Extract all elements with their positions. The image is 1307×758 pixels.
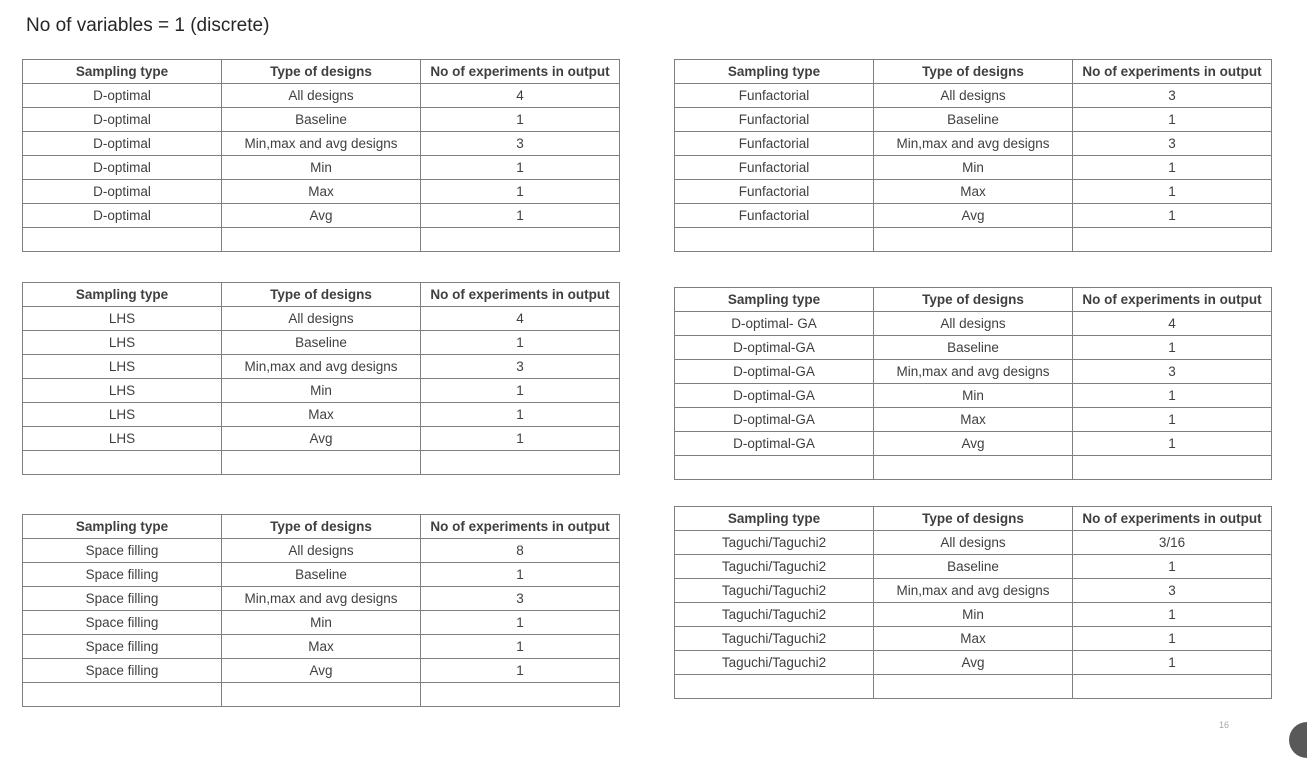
column-header: No of experiments in output — [421, 515, 620, 539]
table-cell: Taguchi/Taguchi2 — [675, 579, 874, 603]
table-row — [675, 555, 1272, 579]
table-row — [23, 563, 620, 587]
table-cell — [675, 456, 874, 480]
column-header: No of experiments in output — [421, 60, 620, 84]
table-cell: Min — [874, 156, 1073, 180]
table-cell: 1 — [1073, 627, 1272, 651]
table-row — [23, 451, 620, 475]
table-cell: 3 — [1073, 360, 1272, 384]
table-row — [675, 84, 1272, 108]
table-funfactorial — [674, 59, 1272, 252]
table-cell: 1 — [421, 180, 620, 204]
table-cell: D-optimal-GA — [675, 384, 874, 408]
table-cell: 1 — [1073, 108, 1272, 132]
column-header: Sampling type — [675, 60, 874, 84]
table-row — [675, 384, 1272, 408]
table-cell: All designs — [874, 312, 1073, 336]
table-row — [23, 539, 620, 563]
column-header: No of experiments in output — [421, 283, 620, 307]
table-row — [23, 132, 620, 156]
table-cell — [23, 228, 222, 252]
table-cell: Taguchi/Taguchi2 — [675, 555, 874, 579]
table-cell: Avg — [222, 204, 421, 228]
table-cell: Baseline — [874, 108, 1073, 132]
table-cell: Space filling — [23, 539, 222, 563]
table-cell — [1073, 228, 1272, 252]
table-cell: LHS — [23, 331, 222, 355]
table-cell: 3/16 — [1073, 531, 1272, 555]
table-cell — [222, 451, 421, 475]
table-cell: Taguchi/Taguchi2 — [675, 603, 874, 627]
table-row — [23, 635, 620, 659]
column-header: Type of designs — [222, 60, 421, 84]
table-cell: Funfactorial — [675, 132, 874, 156]
table-cell: Baseline — [222, 108, 421, 132]
table-row — [675, 627, 1272, 651]
table-cell — [421, 228, 620, 252]
table-cell: Min — [222, 611, 421, 635]
table-row — [23, 379, 620, 403]
table-cell: 3 — [1073, 84, 1272, 108]
table-cell — [874, 675, 1073, 699]
table-row — [675, 180, 1272, 204]
table-cell: Min — [874, 384, 1073, 408]
table-cell: Min,max and avg designs — [874, 132, 1073, 156]
table-cell: D-optimal — [23, 84, 222, 108]
table-row — [23, 84, 620, 108]
table-cell: 4 — [1073, 312, 1272, 336]
table-row — [675, 579, 1272, 603]
table-cell: 1 — [421, 563, 620, 587]
table-cell: Funfactorial — [675, 156, 874, 180]
table-cell: D-optimal — [23, 108, 222, 132]
table-cell — [1073, 456, 1272, 480]
table-cell: Min — [222, 379, 421, 403]
table-cell — [222, 228, 421, 252]
table-cell: D-optimal — [23, 156, 222, 180]
table-cell — [874, 228, 1073, 252]
table-cell — [23, 451, 222, 475]
corner-decoration — [1289, 722, 1307, 758]
table-cell: All designs — [874, 84, 1073, 108]
table-row — [23, 427, 620, 451]
table-cell: Min,max and avg designs — [222, 355, 421, 379]
table-cell: D-optimal-GA — [675, 336, 874, 360]
table-cell: D-optimal-GA — [675, 360, 874, 384]
table-row — [23, 331, 620, 355]
table-cell — [421, 683, 620, 707]
table-cell: Min,max and avg designs — [874, 579, 1073, 603]
table-row — [23, 403, 620, 427]
table-row — [675, 651, 1272, 675]
table-cell: 3 — [421, 355, 620, 379]
column-header: Sampling type — [23, 60, 222, 84]
table-cell: Avg — [874, 204, 1073, 228]
table-cell: Avg — [222, 659, 421, 683]
table-cell: 1 — [1073, 555, 1272, 579]
column-header: Type of designs — [874, 60, 1073, 84]
table-cell: Min — [222, 156, 421, 180]
column-header: Sampling type — [675, 507, 874, 531]
table-cell: Taguchi/Taguchi2 — [675, 651, 874, 675]
table-row — [675, 531, 1272, 555]
table-cell: Min,max and avg designs — [222, 587, 421, 611]
table-row — [675, 336, 1272, 360]
header-row — [675, 507, 1272, 531]
table-cell — [874, 456, 1073, 480]
table-cell: All designs — [222, 307, 421, 331]
table-cell: LHS — [23, 403, 222, 427]
page-number: 16 — [1219, 720, 1230, 730]
table-cell: 1 — [421, 204, 620, 228]
table-cell: LHS — [23, 307, 222, 331]
table-cell: Funfactorial — [675, 204, 874, 228]
table-cell: 4 — [421, 84, 620, 108]
column-header: Sampling type — [23, 283, 222, 307]
table-cell: Space filling — [23, 659, 222, 683]
table-cell: 1 — [421, 379, 620, 403]
table-cell: Baseline — [222, 331, 421, 355]
table-row — [675, 312, 1272, 336]
column-header: Type of designs — [874, 507, 1073, 531]
column-header: No of experiments in output — [1073, 507, 1272, 531]
table-cell: 1 — [421, 659, 620, 683]
header-row — [23, 515, 620, 539]
table-cell: Max — [874, 180, 1073, 204]
table-space-filling — [22, 514, 620, 707]
table-row — [675, 108, 1272, 132]
column-header: No of experiments in output — [1073, 60, 1272, 84]
table-cell: Space filling — [23, 635, 222, 659]
table-row — [675, 156, 1272, 180]
table-cell: 3 — [1073, 132, 1272, 156]
column-header: No of experiments in output — [1073, 288, 1272, 312]
table-cell — [421, 451, 620, 475]
table-cell: Space filling — [23, 563, 222, 587]
table-cell: Min,max and avg designs — [222, 132, 421, 156]
table-cell: All designs — [874, 531, 1073, 555]
table-lhs — [22, 282, 620, 475]
table-cell: D-optimal-GA — [675, 432, 874, 456]
header-row — [675, 60, 1272, 84]
table-cell: D-optimal- GA — [675, 312, 874, 336]
table-row — [675, 432, 1272, 456]
table-row — [23, 108, 620, 132]
table-d-optimal — [22, 59, 620, 252]
column-header: Type of designs — [222, 283, 421, 307]
table-cell: 1 — [421, 427, 620, 451]
table-cell: 1 — [1073, 156, 1272, 180]
header-row — [23, 60, 620, 84]
table-row — [675, 228, 1272, 252]
table-cell: Max — [222, 403, 421, 427]
table-cell: Max — [874, 408, 1073, 432]
table-cell — [675, 228, 874, 252]
table-row — [675, 132, 1272, 156]
table-cell: 1 — [1073, 336, 1272, 360]
header-row — [23, 283, 620, 307]
table-row — [23, 307, 620, 331]
table-cell: Space filling — [23, 611, 222, 635]
table-row — [675, 603, 1272, 627]
table-cell — [23, 683, 222, 707]
table-cell: 1 — [1073, 384, 1272, 408]
table-cell: Avg — [222, 427, 421, 451]
table-cell: 1 — [1073, 180, 1272, 204]
table-cell: Baseline — [874, 336, 1073, 360]
header-row — [675, 288, 1272, 312]
table-cell — [222, 683, 421, 707]
table-row — [23, 156, 620, 180]
column-header: Sampling type — [23, 515, 222, 539]
table-cell: Funfactorial — [675, 180, 874, 204]
table-row — [675, 675, 1272, 699]
table-cell: 1 — [421, 611, 620, 635]
table-cell: Avg — [874, 432, 1073, 456]
table-row — [675, 456, 1272, 480]
table-cell: Max — [874, 627, 1073, 651]
table-row — [23, 611, 620, 635]
table-cell: Taguchi/Taguchi2 — [675, 531, 874, 555]
table-row — [23, 180, 620, 204]
table-cell: 3 — [421, 132, 620, 156]
table-cell: LHS — [23, 355, 222, 379]
column-header: Type of designs — [874, 288, 1073, 312]
table-cell — [675, 675, 874, 699]
table-cell — [1073, 675, 1272, 699]
table-cell: Min,max and avg designs — [874, 360, 1073, 384]
table-cell: Max — [222, 180, 421, 204]
column-header: Sampling type — [675, 288, 874, 312]
table-row — [23, 587, 620, 611]
table-row — [675, 204, 1272, 228]
table-cell: 1 — [1073, 204, 1272, 228]
table-cell: 1 — [1073, 603, 1272, 627]
table-cell: Space filling — [23, 587, 222, 611]
table-cell: Taguchi/Taguchi2 — [675, 627, 874, 651]
table-cell: 1 — [1073, 408, 1272, 432]
table-cell: Baseline — [874, 555, 1073, 579]
slide-title: No of variables = 1 (discrete) — [26, 15, 270, 36]
table-cell: 3 — [1073, 579, 1272, 603]
table-cell: Baseline — [222, 563, 421, 587]
table-cell: All designs — [222, 539, 421, 563]
table-cell: 3 — [421, 587, 620, 611]
table-cell: 1 — [421, 635, 620, 659]
table-cell: 1 — [421, 156, 620, 180]
table-cell: 1 — [421, 331, 620, 355]
table-cell: 1 — [1073, 432, 1272, 456]
table-cell: Funfactorial — [675, 84, 874, 108]
table-taguchi — [674, 506, 1272, 699]
table-cell: D-optimal-GA — [675, 408, 874, 432]
table-row — [23, 683, 620, 707]
table-d-optimal-ga — [674, 287, 1272, 480]
table-cell: D-optimal — [23, 204, 222, 228]
table-row — [23, 659, 620, 683]
table-row — [675, 360, 1272, 384]
table-cell: LHS — [23, 379, 222, 403]
table-row — [23, 204, 620, 228]
table-cell: D-optimal — [23, 132, 222, 156]
table-cell: 4 — [421, 307, 620, 331]
table-row — [23, 228, 620, 252]
table-cell: Max — [222, 635, 421, 659]
table-cell: All designs — [222, 84, 421, 108]
table-row — [23, 355, 620, 379]
table-cell: Min — [874, 603, 1073, 627]
table-cell: LHS — [23, 427, 222, 451]
table-cell: 1 — [421, 108, 620, 132]
table-cell: Funfactorial — [675, 108, 874, 132]
column-header: Type of designs — [222, 515, 421, 539]
table-row — [675, 408, 1272, 432]
table-cell: 1 — [421, 403, 620, 427]
table-cell: D-optimal — [23, 180, 222, 204]
table-cell: Avg — [874, 651, 1073, 675]
table-cell: 8 — [421, 539, 620, 563]
table-cell: 1 — [1073, 651, 1272, 675]
